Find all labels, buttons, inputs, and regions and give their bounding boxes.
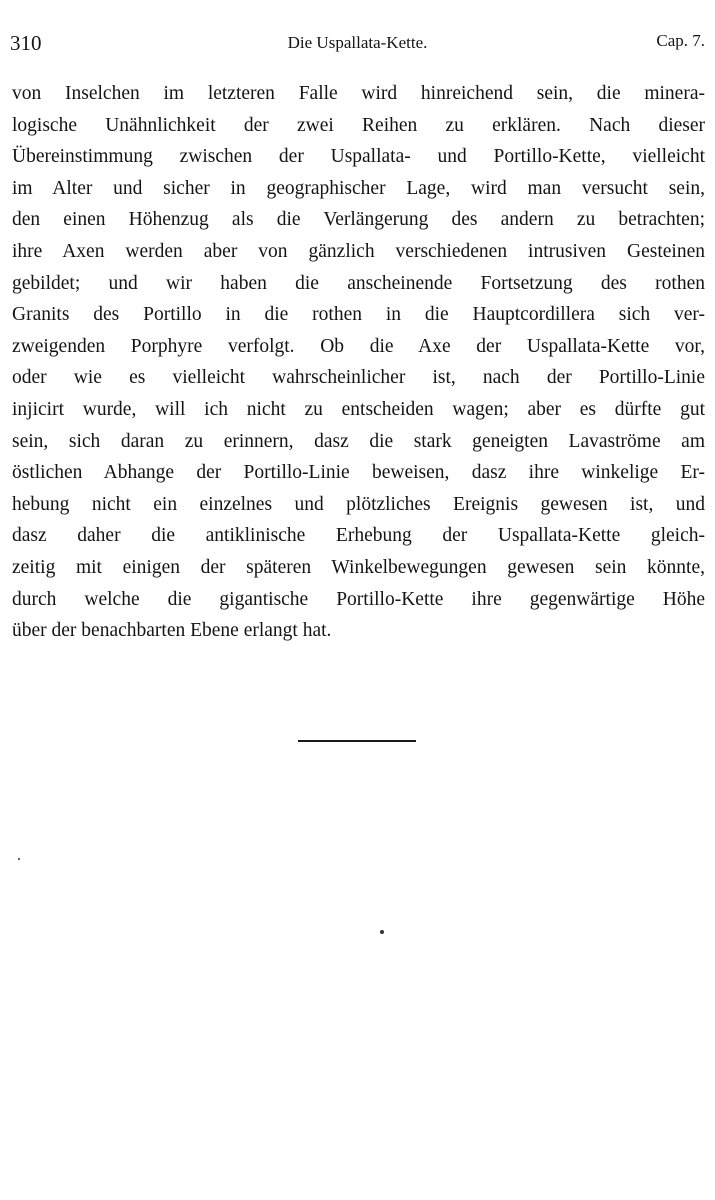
text-line: Übereinstimmung zwischen der Uspallata- und Portillo-Kette, vielleicht xyxy=(12,146,705,168)
text-line: von Inselchen im letzteren Falle wird hinreichend sein, die minera- xyxy=(12,83,705,104)
text-line: Granits des Portillo in die rothen in die Hauptcordillera sich ver- xyxy=(12,304,705,326)
text-line-last: über der benachbarten Ebene erlangt hat. xyxy=(12,620,332,642)
chapter-label: Cap. 7. xyxy=(656,31,705,50)
text-line: sein, sich daran zu erinnern, dasz die stark geneigten Lavaströme am xyxy=(12,430,705,452)
text-line: logische Unähnlichkeit der zwei Reihen zu erklären. Nach dieser xyxy=(12,114,705,136)
text-line: den einen Höhenzug als die Verlängerung des andern zu betrachten; xyxy=(12,209,705,231)
page-header xyxy=(10,31,705,55)
text-line: zeitig mit einigen der späteren Winkelbewegungen gewesen sein könnte, xyxy=(12,556,705,578)
section-end-rule xyxy=(298,740,416,742)
text-line: dasz daher die antiklinische Erhebung der Uspallata-Kette gleich- xyxy=(12,525,705,547)
text-line: oder wie es vielleicht wahrscheinlicher ist, nach der Portillo-Linie xyxy=(12,367,705,389)
body-paragraph xyxy=(12,78,705,647)
text-line: hebung nicht ein einzelnes und plötzliches Ereignis gewesen ist, und xyxy=(12,493,705,515)
paper-speck xyxy=(380,930,384,934)
text-line: durch welche die gigantische Portillo-Kette ihre gegenwärtige Höhe xyxy=(12,588,705,610)
text-line: zweigenden Porphyre verfolgt. Ob die Axe der Uspallata-Kette vor, xyxy=(12,335,705,357)
text-line: gebildet; und wir haben die anscheinende Fortsetzung des rothen xyxy=(12,272,705,294)
text-line: ihre Axen werden aber von gänzlich verschiedenen intrusiven Gesteinen xyxy=(12,240,705,262)
paper-speck xyxy=(18,858,20,860)
running-title: Die Uspallata-Kette. xyxy=(287,33,428,52)
text-line: östlichen Abhange der Portillo-Linie beweisen, dasz ihre winkelige Er- xyxy=(12,462,705,484)
text-line: injicirt wurde, will ich nicht zu entscheiden wagen; aber es dürfte gut xyxy=(12,398,705,420)
page-number: 310 xyxy=(10,31,42,55)
text-line: im Alter und sicher in geographischer Lage, wird man versucht sein, xyxy=(12,177,705,199)
